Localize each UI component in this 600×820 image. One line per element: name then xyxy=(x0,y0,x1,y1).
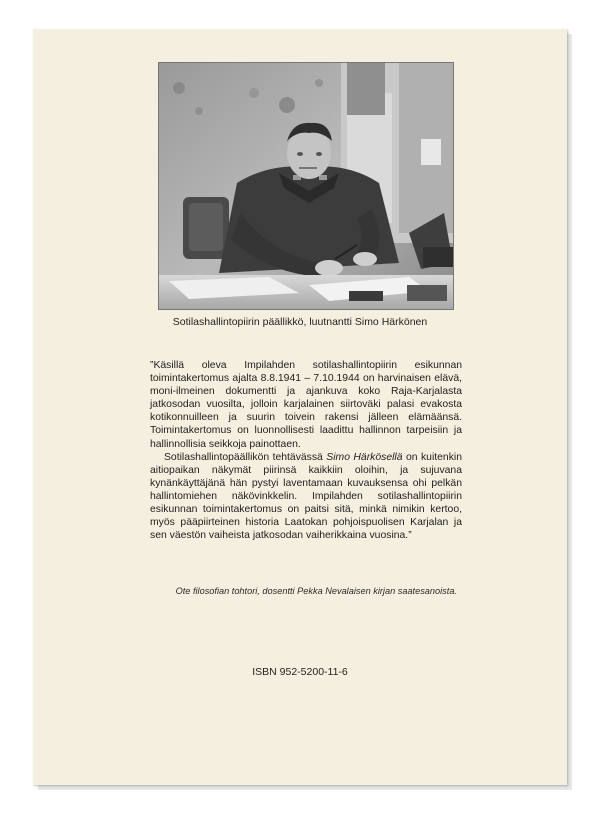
isbn-number: ISBN 952-5200-11-6 xyxy=(252,666,348,678)
cover-photograph xyxy=(158,62,454,310)
blurb-quote xyxy=(150,359,462,542)
photo-caption: Sotilashallintopiirin päällikkö, luutnantti Simo Härkönen xyxy=(172,316,428,328)
book-back-cover xyxy=(33,29,567,785)
quote-paragraph-2 xyxy=(150,451,462,543)
quote-paragraph-1: ”Käsillä oleva Impilahden sotilashallintopiirin esikunnan toimintakertomus ajalta 8.8.1941 – 7.10.1944 on harvinaisen elävä, moni-ilmeinen dokumentti ja ajankuva koko Raja-Karjalasta jatkosodan vuosilta, jolloin karjalainen siirtoväki palasi evakosta kotikonnuilleen ja suurin toivein rakensi jälleen elämäänsä. Toimintakertomus on luonnollisesti laadittu hallinnon tarpeisiin ja hallinnollisia seikkoja painottaen. xyxy=(150,360,462,450)
quote-paragraph-2-start: Sotilashallintopäällikön tehtävässä xyxy=(164,451,327,463)
quote-source: Ote filosofian tohtori, dosentti Pekka Nevalaisen kirjan saatesanoista. xyxy=(175,586,457,596)
quote-person-name: Simo Härkösellä xyxy=(326,451,403,463)
quote-paragraph-2-end: on kuitenkin aitiopaikan näkymät piirinsä kaikkiin oloihin, ja sujuvana kynänkäyttäjänä hän pystyi laventamaan kuvauksensa ohi pelkän hallintomiehen näkövinkkelin. Impilahden sotilashallintopiirin esikunnan toimintakertomus on paitsi sitä, minkä nimikin kertoo, myös pääpiirteinen historia Laatokan pohjoispuolisen Karjalan ja sen väestön vaiheista jatkosodan vaiherikkaina vuosina.” xyxy=(150,451,462,542)
